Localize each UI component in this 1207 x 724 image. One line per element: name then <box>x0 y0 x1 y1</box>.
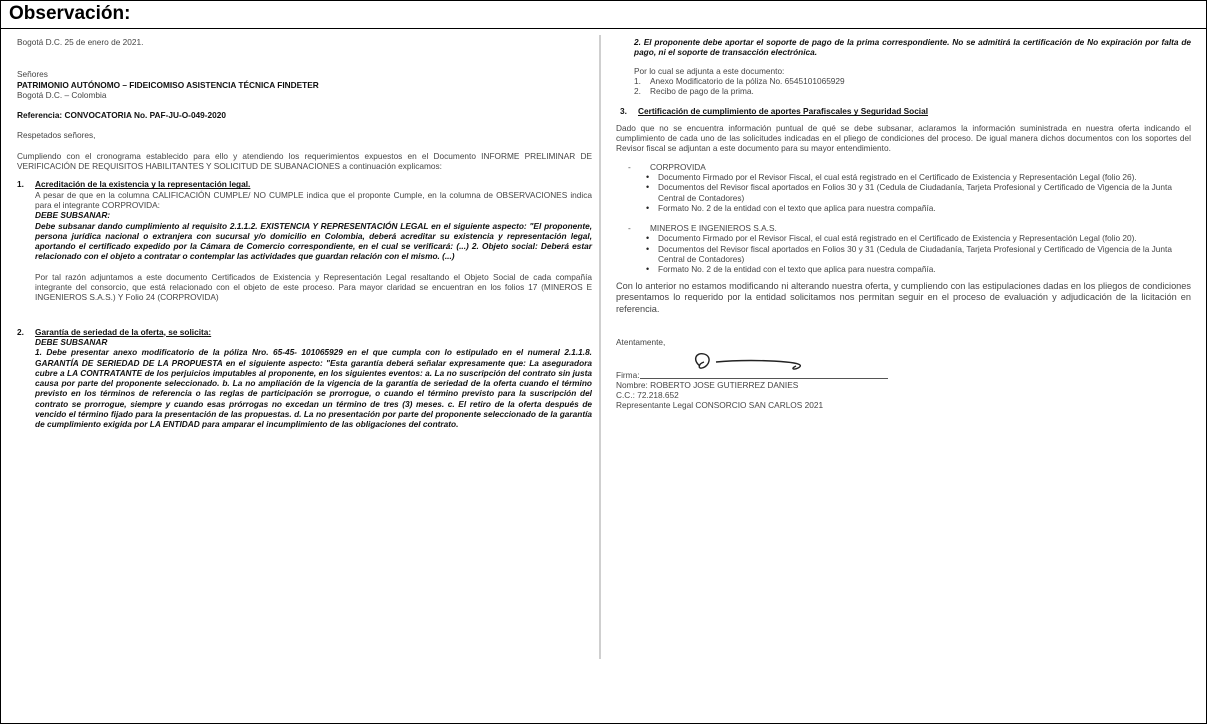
signer-id: C.C.: 72.218.652 <box>616 390 679 401</box>
closing-paragraph: Con lo anterior no estamos modificando ni alterando nuestra oferta, y cumpliendo con las estipulaciones dadas en los pliegos de condiciones presentamos lo requerido por la entidad solicitamos nos permitan seguir en el proceso de evaluación y adjudicación de la licitación en referencia. <box>616 280 1191 314</box>
section-2-item-2: 2. El proponente debe aportar el soporte de pago de la prima correspondiente. No se admitirá la certificación de No expiración por falta de pago, ni el soporte de transacción electrónica. <box>634 37 1191 58</box>
group-list-corprovida <box>616 172 1191 213</box>
section-2-requirement: 1. Debe presentar anexo modificatorio de la póliza Nro. 65-45- 101065929 en el que cumpla con lo estipulado en el numeral 2.1.1.8. GARANTÍA DE SERIEDAD DE LA PROPUESTA en el siguiente aspecto: "Esta garantía deberá señalar expresamente que: La aseguradora cubre a LA CONTRATANTE de los perjuicios imputables al proponente, en los siguientes eventos: a. La no suscripción del contrato sin justa causa por parte del proponente seleccionado. b. La no ampliación de la vigencia de la garantía de seriedad de la oferta cuando el término previsto en los términos de referencia o las reglas de participación se prorrogue, o cuando el término previsto para la suscripción del contrato se prorrogue, siempre y cuando esas prórrogas no excedan un término de tres (3) meses. c. El retiro de la oferta después de vencido el término fijado para la presentación de las propuestas. d. La no presentación por parte del proponente seleccionado de la garantía de cumplimiento exigida por LA ENTIDAD para amparar el incumplimiento de las obligaciones del contrato. <box>35 347 592 430</box>
list-item: • Formato No. 2 de la entidad con el texto que aplica para nuestra compañía. <box>658 203 1191 213</box>
section-1-heading <box>17 179 592 189</box>
section-2-must-fix: DEBE SUBSANAR <box>35 336 108 347</box>
attachment-item <box>616 76 1191 86</box>
group-name: MINEROS E INGENIEROS S.A.S. <box>650 223 777 234</box>
recipient-city: Bogotá D.C. – Colombia <box>17 89 107 100</box>
section-1-title: Acreditación de la existencia y la representación legal. <box>35 179 251 190</box>
salutation-to: Señores <box>17 69 48 80</box>
regards: Atentamente, <box>616 337 666 348</box>
list-item: • Documentos del Revisor fiscal aportados en Folios 30 y 31 (Cedula de Ciudadanía, Tarjeta Profesional y Certificado de Vigencia de la Junta Central de Contadores) <box>658 244 1191 265</box>
letter-page-right <box>616 37 1191 411</box>
list-item: • Documento Firmado por el Revisor Fiscal, el cual está registrado en el Certificado de Existencia y Representación Legal (folio 20). <box>658 233 1191 243</box>
recipient-name: PATRIMONIO AUTÓNOMO – FIDEICOMISO ASISTENCIA TÉCNICA FINDETER <box>17 79 319 90</box>
section-3-title: Certificación de cumplimiento de aportes Parafiscales y Seguridad Social <box>638 106 929 117</box>
letter-date: Bogotá D.C. 25 de enero de 2021. <box>17 37 144 47</box>
attachment-text: Recibo de pago de la prima. <box>650 86 754 97</box>
dash-marker: - <box>628 161 631 172</box>
attachment-text: Anexo Modificatorio de la póliza No. 6545101065929 <box>650 75 845 86</box>
observation-header <box>1 1 1206 29</box>
letter-greeting: Respetados señores, <box>17 130 96 141</box>
firma-label: Firma: <box>616 369 640 380</box>
attachment-number: 2. <box>634 86 641 97</box>
signature-area <box>616 356 1191 380</box>
attachments-intro: Por lo cual se adjunta a este documento: <box>634 65 785 76</box>
section-1-requirement: Debe subsanar dando cumplimiento al requisito 2.1.1.2. EXISTENCIA Y REPRESENTACIÓN LEGAL en el siguiente aspecto: "El proponente, persona jurídica nacional o extranjera con sucursal y/o domicilio en Colombia, deberá acreditar su existencia y representación legal, aportando el certificado expedido por la Cámara de Comercio correspondiente, en el cual se verificará: (...) 2. Objeto social: Deberá estar relacionado con el objeto a contratar o contemplar las actividades que guardan relación con el mismo. (...) <box>35 220 592 262</box>
section-3-heading <box>616 106 1191 116</box>
signer-name: Nombre: ROBERTO JOSE GUTIERREZ DANIES <box>616 379 799 390</box>
attachment-item <box>616 86 1191 96</box>
list-item: • Documento Firmado por el Revisor Fiscal, el cual está registrado en el Certificado de Existencia y Representación Legal (folio 26). <box>658 172 1191 182</box>
section-1-number: 1. <box>17 179 24 190</box>
section-2-number: 2. <box>17 326 24 337</box>
dash-marker: - <box>628 223 631 234</box>
section-1-response: Por tal razón adjuntamos a este documento Certificados de Existencia y Representación Legal resaltando el Objeto Social de cada compañía integrante del consorcio, que está relacionado con el objeto de este proceso. Para mayor claridad se encuentran en los folios 17 (MINEROS E INGENIEROS S.A.S.) Y Folio 24 (CORPROVIDA) <box>35 271 592 303</box>
section-2-title: Garantía de seriedad de la oferta, se solicita: <box>35 326 212 337</box>
attachment-number: 1. <box>634 75 641 86</box>
list-item: • Documentos del Revisor fiscal aportados en Folios 30 y 31 (Cedula de Ciudadanía, Tarjeta Profesional y Certificado de Vigencia de la Junta Central de Contadores) <box>658 182 1191 203</box>
group-name: CORPROVIDA <box>650 161 706 172</box>
section-1-must-fix: DEBE SUBSANAR: <box>35 210 111 221</box>
group-list-mineros <box>616 233 1191 274</box>
section-1-paragraph: A pesar de que en la columna CALIFICACIÓN CUMPLE/ NO CUMPLE indica que el proponte Cumple, en la columna de OBSERVACIONES indica para el integrante CORPROVIDA: <box>35 189 592 210</box>
letter-page-left <box>17 37 592 430</box>
list-item: • Formato No. 2 de la entidad con el texto que aplica para nuestra compañía. <box>658 264 1191 274</box>
group-heading-corprovida <box>616 162 1191 172</box>
observation-title: Observación: <box>9 3 131 24</box>
page-divider <box>599 35 601 659</box>
signer-role: Representante Legal CONSORCIO SAN CARLOS 2021 <box>616 400 824 411</box>
group-heading-mineros <box>616 223 1191 233</box>
section-3-paragraph: Dado que no se encuentra información puntual de qué se debe subsanar, aclaramos la información suministrada en nuestra oferta indicando el cumplimiento de cada uno de las solicitudes indicadas en el pliego de condiciones del proceso. De igual manera dichos documentos con los soportes del Revisor fiscal se adjuntan a este documento para su mayor entendimiento. <box>616 122 1191 154</box>
letter-intro: Cumpliendo con el cronograma establecido para ello y atendiendo los requerimientos expuestos en el Documento INFORME PRELIMINAR DE VERIFICACIÓN DE REQUISITOS HABILITANTES Y SOLICITUD DE SUBANACIONES a continuación explicamos: <box>17 150 592 172</box>
handwritten-signature <box>686 350 826 380</box>
letter-reference: Referencia: CONVOCATORIA No. PAF-JU-O-049-2020 <box>17 110 227 121</box>
section-3-number: 3. <box>620 106 627 117</box>
section-2-heading <box>17 327 592 337</box>
